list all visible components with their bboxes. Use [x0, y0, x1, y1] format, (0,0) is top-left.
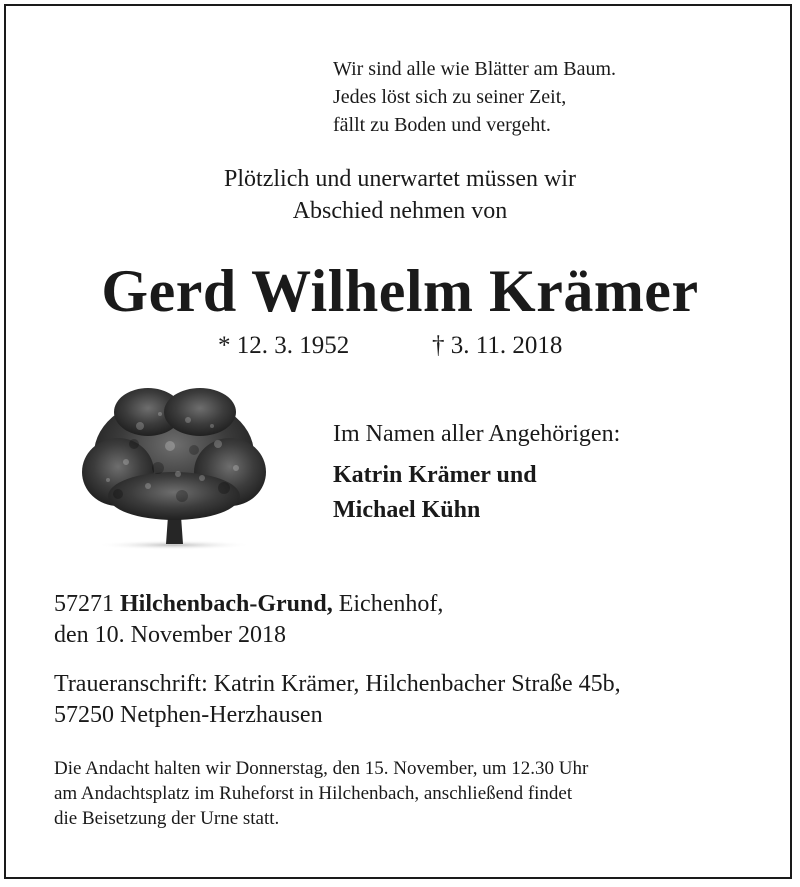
poem-line-2: Jedes löst sich zu seiner Zeit, — [333, 86, 567, 108]
zip-code: 57271 — [54, 591, 114, 617]
mourner-line-1: Katrin Krämer und — [333, 462, 537, 488]
intro-text — [0, 163, 800, 227]
notice-date: den 10. November 2018 — [54, 622, 286, 648]
address-line-2: 57250 Netphen-Herzhausen — [54, 702, 323, 728]
place-line — [54, 589, 443, 620]
poem-line-1: Wir sind alle wie Blätter am Baum. — [333, 58, 617, 80]
service-line-3: die Beisetzung der Urne statt. — [54, 808, 280, 829]
mourner-line-2: Michael Kühn — [333, 497, 481, 523]
mourners-names — [333, 458, 537, 528]
oak-tree-image — [78, 384, 270, 554]
mourners-intro: Im Namen aller Angehörigen: — [333, 421, 621, 447]
poem — [333, 55, 616, 139]
birth-date: * 12. 3. 1952 — [218, 332, 350, 359]
deceased-name: Gerd Wilhelm Krämer — [101, 258, 699, 324]
place-and-date — [54, 589, 443, 651]
town-name: Hilchenbach-Grund, — [120, 591, 333, 617]
service-line-2: am Andachtsplatz im Ruheforst in Hilchenbach, anschließend findet — [54, 783, 573, 804]
intro-line-1: Plötzlich und unerwartet müssen wir — [224, 166, 576, 192]
poem-line-3: fällt zu Boden und vergeht. — [333, 114, 551, 136]
address-line-1: Traueranschrift: Katrin Krämer, Hilchenbacher Straße 45b, — [54, 671, 621, 697]
death-date: † 3. 11. 2018 — [432, 332, 563, 359]
service-line-1: Die Andacht halten wir Donnerstag, den 15. November, um 12.30 Uhr — [54, 758, 589, 779]
service-info — [54, 756, 588, 831]
intro-line-2: Abschied nehmen von — [292, 198, 508, 224]
mourning-address — [54, 669, 621, 731]
district-name: Eichenhof, — [338, 591, 444, 617]
